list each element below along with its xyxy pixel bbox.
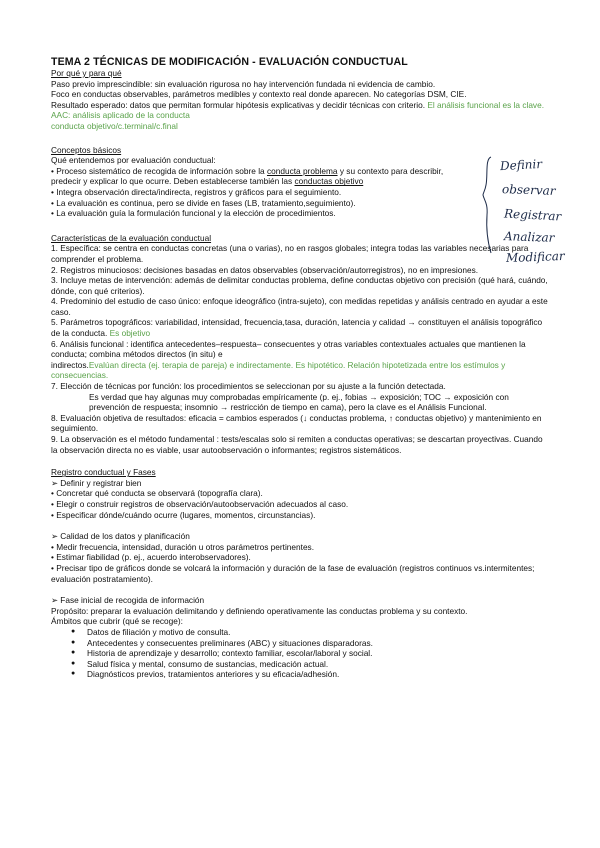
- bullet-icon: ●: [71, 659, 76, 667]
- green-note: Evalúan directa (ej. terapia de pareja) e indirectamente. Es hipotético. Relación hipotetizada entre los estímulos y consecuencias.: [51, 359, 506, 381]
- paragraph: Paso previo imprescindible: sin evaluación rigurosa no hay intervención fundada ni evidencia de cambio.: [51, 78, 436, 89]
- list-item: 7. Elección de técnicas por función: los procedimientos se seleccionan por su ajuste a la función detectada.: [51, 381, 446, 392]
- list-item: [51, 627, 551, 638]
- list-item: 4. Predominio del estudio de caso único: enfoque ideográfico (intra-sujeto), con medidas repetidas y análisis centrado en ayudar a este caso.: [51, 296, 548, 317]
- subheading: ➢ Calidad de los datos y planificación: [51, 531, 190, 542]
- list-item: [51, 317, 551, 338]
- subheading: ➢ Definir y registrar bien: [51, 477, 142, 488]
- text: indirectos.: [51, 359, 89, 370]
- list-item: 3. Incluye metas de intervención: además de delimitar conductas problema, define conductas objetivo con precisión (qué hará, cuándo, dónde, con qué criterios).: [51, 275, 548, 296]
- list-item: 6. Análisis funcional : identifica antecedentes–respuesta– consecuentes y otras variables contextuales actuales que mantienen la conducta; combina métodos directos (in situ) e: [51, 338, 526, 360]
- bullet-icon: ●: [71, 638, 76, 646]
- list-item: 2. Registros minuciosos: decisiones basadas en datos observables (observación/autorregistros), no en impresiones.: [51, 264, 479, 275]
- handwritten-word: observar: [501, 182, 556, 198]
- paragraph: [51, 166, 461, 187]
- green-note: Es objetivo: [107, 328, 151, 339]
- list-item: [51, 360, 551, 381]
- bullet-item: • Precisar tipo de gráficos donde se volcará la información y duración de la fase de evaluación (registros continuos vs.intermitentes; evaluación postratamiento).: [51, 562, 535, 584]
- list-item: [51, 669, 551, 680]
- paragraph: [51, 100, 551, 111]
- bullet-item: • Estimar fiabilidad (p. ej., acuerdo interobservadores).: [51, 552, 251, 563]
- page-title: TEMA 2 TÉCNICAS DE MODIFICACIÓN - EVALUACIÓN CONDUCTUAL: [51, 56, 408, 68]
- section-heading-conceptos: Conceptos básicos: [51, 144, 122, 155]
- text: Resultado esperado: datos que permitan formular hipótesis explicativas y decidir técnicas con criterio.: [51, 99, 426, 110]
- list-subitem: Es verdad que hay algunas muy comprobadas empíricamente (p. ej., fobias → exposición; TOC → exposición con prevención de respuesta; insomnio → restricción de tiempo en cama), pero la clave es el Análisis Funcional.: [89, 391, 509, 413]
- bullet-list: [51, 627, 551, 680]
- text: 5. Parámetros topográficos: variabilidad, intensidad, frecuencia,tasa, duración, latencia y calidad → constituyen el análisis topográfico de la conducta.: [51, 317, 543, 339]
- underlined-term: conducta problema: [266, 165, 338, 176]
- section-heading-caracteristicas: Características de la evaluación conductual: [51, 232, 212, 243]
- bullet-item: • Medir frecuencia, intensidad, duración u otros parámetros pertinentes.: [51, 541, 315, 552]
- list-item-text: Antecedentes y consecuentes preliminares (ABC) y situaciones disparadoras.: [87, 637, 373, 648]
- bullet-item: • Especificar dónde/cuándo ocurre (lugares, momentos, circunstancias).: [51, 509, 316, 520]
- handwritten-word: Registrar: [503, 206, 562, 224]
- list-item: 9. La observación es el método fundamental : tests/escalas solo si remiten a conductas operativas; se descartan proyectivas. Cuando la observación directa no es viable, usar autoobservación o informantes; registros sistemáticos.: [51, 434, 543, 455]
- paragraph: Propósito: preparar la evaluación delimitando y definiendo operativamente las conductas problema y su contexto.: [51, 605, 468, 616]
- text: y su contexto para describir, predecir y explicar lo que ocurre. Deben establecerse también las: [51, 165, 444, 187]
- handwritten-word: Analizar: [503, 229, 555, 245]
- green-note: AAC: análisis aplicado de la conducta: [51, 110, 190, 121]
- paragraph: Foco en conductas observables, parámetros medibles y contexto real donde aparecen. No categorías DSM, CIE.: [51, 89, 467, 100]
- list-item-text: Historia de aprendizaje y desarrollo; contexto familiar, escolar/laboral y social.: [87, 648, 373, 659]
- bullet-icon: ●: [71, 649, 76, 657]
- handwritten-brace: [482, 155, 492, 255]
- list-item: 8. Evaluación objetiva de resultados: eficacia = cambios esperados (↓ conductas problema, ↑ conductas objetivo) y mantenimiento en seguimiento.: [51, 412, 542, 434]
- list-item-text: Diagnósticos previos, tratamientos anteriores y su eficacia/adhesión.: [87, 669, 340, 680]
- handwritten-word: Definir: [499, 156, 543, 174]
- paragraph: Qué entendemos por evaluación conductual:: [51, 155, 216, 166]
- green-note: conducta objetivo/c.terminal/c.final: [51, 120, 178, 131]
- list-item-text: Datos de filiación y motivo de consulta.: [87, 626, 231, 637]
- bullet-item: • Elegir o construir registros de observación/autoobservación adecuados al caso.: [51, 498, 349, 509]
- paragraph: • Integra observación directa/indirecta, registros y gráficos para el seguimiento.: [51, 186, 342, 197]
- handwritten-word: Modificar: [505, 248, 565, 266]
- list-item: [51, 648, 551, 659]
- list-item: 1. Específica: se centra en conductas concretas (una o varias), no en rasgos globales; integra todas las variables necesarias para comprender el problema.: [51, 243, 529, 264]
- paragraph: • La evaluación es continua, pero se divide en fases (LB, tratamiento,seguimiento).: [51, 197, 356, 208]
- subheading: ➢ Fase inicial de recogida de información: [51, 595, 205, 606]
- document-content: [51, 56, 551, 680]
- list-item: [51, 638, 551, 649]
- section-heading-registro: Registro conductual y Fases: [51, 467, 156, 478]
- bullet-icon: ●: [71, 627, 76, 635]
- section-heading-por-que: Por qué y para qué: [51, 68, 122, 78]
- list-item-text: Salud física y mental, consumo de sustancias, medicación actual.: [87, 658, 329, 669]
- list-item: [51, 659, 551, 670]
- green-note: El análisis funcional es la clave.: [425, 99, 544, 110]
- paragraph: Ámbitos que cubrir (qué se recoge):: [51, 616, 183, 627]
- bullet-item: • Concretar qué conducta se observará (topografía clara).: [51, 488, 263, 499]
- text: • Proceso sistemático de recogida de información sobre la: [51, 165, 267, 176]
- bullet-icon: ●: [71, 670, 76, 678]
- brace-stroke: [483, 157, 491, 253]
- underlined-term: conductas objetivo: [294, 176, 364, 187]
- paragraph: • La evaluación guía la formulación funcional y la elección de procedimientos.: [51, 208, 336, 219]
